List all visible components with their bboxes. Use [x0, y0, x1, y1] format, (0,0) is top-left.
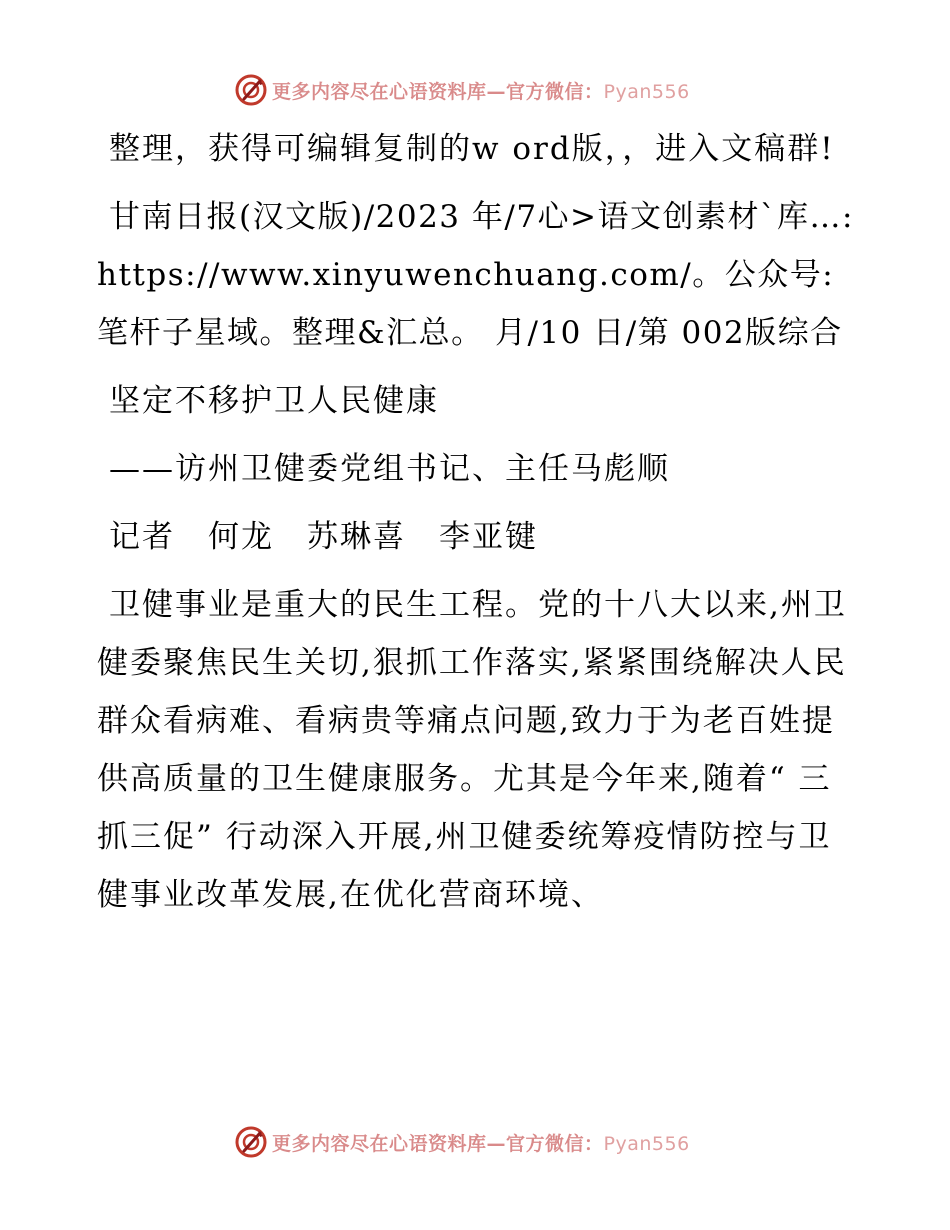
article-byline: 记者 何龙 苏琳喜 李亚键: [109, 519, 538, 555]
intro-line: 整理，获得可编辑复制的w ord版，，进入文稿群!: [109, 131, 835, 167]
article-paragraph: 卫健事业是重大的民生工程。党的十八大以来,州卫健委聚焦民生关切,狠抓工作落实,紧紧围绕解决人民群众看病难、看病贵等痛点问题,致力于为老百姓提供高质量的卫生健康服务。尤其是今年来,随着“ 三抓三促” 行动深入开展,州卫健委统筹疫情防控与卫健事业改革发展,在优化营商环境、: [97, 587, 847, 913]
watermark-text: 更多内容尽在心语资料库—官方微信：Pyan556: [272, 80, 690, 103]
watermark-text: 更多内容尽在心语资料库—官方微信：Pyan556: [272, 1132, 690, 1155]
logo-icon: [234, 73, 268, 107]
document-body: [97, 120, 857, 934]
header-watermark: [234, 70, 714, 110]
article-title: 坚定不移护卫人民健康: [109, 383, 439, 419]
logo-icon: [234, 1125, 268, 1159]
article-subtitle: ——访州卫健委党组书记、主任马彪顺: [109, 451, 670, 487]
footer-watermark: [234, 1122, 714, 1162]
source-line: 甘南日报(汉文版)/2023 年/7心>语文创素材`库…: https://www.xinyuwenchuang.com/。公众号: 笔杆子星域。整理&汇总。 月/10 日/第 002版综合: [97, 199, 854, 351]
